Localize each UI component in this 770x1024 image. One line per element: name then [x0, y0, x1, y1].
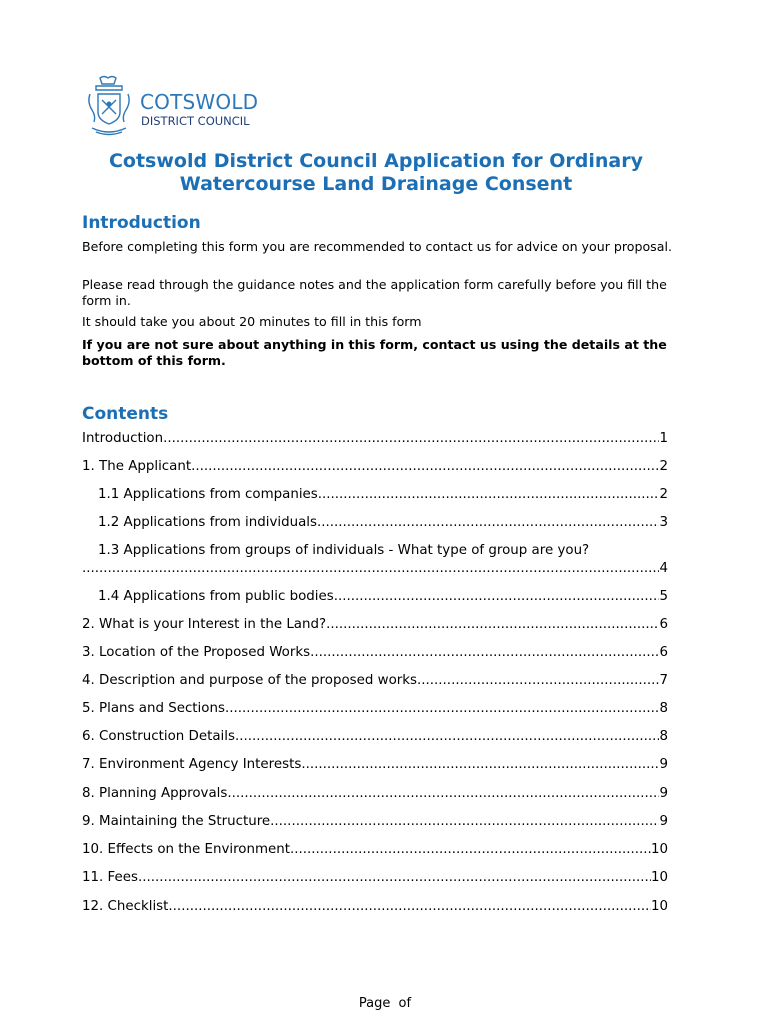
toc-item[interactable]: 1.2 Applications from individuals ..... 3 [82, 514, 668, 532]
introduction-heading: Introduction [82, 213, 201, 233]
toc-item[interactable]: 8. Planning Approvals ..... 9 [82, 785, 668, 803]
council-logo [86, 74, 286, 138]
toc-item[interactable]: 7. Environment Agency Interests ..... 9 [82, 756, 668, 774]
toc-item[interactable]: Introduction ..... 1 [82, 430, 668, 448]
toc-item[interactable]: 6. Construction Details ..... 8 [82, 728, 668, 746]
toc-item[interactable]: 2. What is your Interest in the Land? ..... 6 [82, 616, 668, 634]
toc-item[interactable]: 4. Description and purpose of the proposed works ..... 7 [82, 672, 668, 690]
toc-item[interactable]: 12. Checklist ..... 10 [82, 898, 668, 916]
logo-subtitle: DISTRICT COUNCIL [141, 114, 250, 128]
intro-paragraph-3: It should take you about 20 minutes to fill in this form [82, 314, 422, 329]
toc-item[interactable]: 5. Plans and Sections ..... 8 [82, 700, 668, 718]
council-crest-icon [86, 74, 132, 136]
intro-paragraph-2: Please read through the guidance notes and the application form carefully before you fill the form in. [82, 277, 667, 308]
toc-item[interactable]: 1.3 Applications from groups of individuals - What type of group are you? ..... 4 [82, 542, 668, 578]
toc-item[interactable]: 11. Fees ..... 10 [82, 869, 668, 887]
document-title: Cotswold District Council Application for Ordinary Watercourse Land Drainage Consent [108, 150, 644, 195]
logo-wordmark: COTSWOLD [140, 90, 259, 114]
toc-item[interactable]: 9. Maintaining the Structure ..... 9 [82, 813, 668, 831]
toc-item[interactable]: 10. Effects on the Environment ..... 10 [82, 841, 668, 859]
page-footer [0, 996, 770, 1012]
intro-bold-note: If you are not sure about anything in this form, contact us using the details at the bottom of this form. [82, 337, 667, 368]
toc-item[interactable]: 1.1 Applications from companies ..... 2 [82, 486, 668, 504]
footer-of-label: of [398, 996, 412, 1011]
contents-heading: Contents [82, 404, 169, 424]
intro-paragraph-1: Before completing this form you are recommended to contact us for advice on your proposal. [82, 239, 672, 254]
toc-item[interactable]: 1. The Applicant ..... 2 [82, 458, 668, 476]
toc-item[interactable]: 3. Location of the Proposed Works ..... 6 [82, 644, 668, 662]
toc-item[interactable]: 1.4 Applications from public bodies ..... 5 [82, 588, 668, 606]
footer-page-label: Page [358, 996, 391, 1011]
